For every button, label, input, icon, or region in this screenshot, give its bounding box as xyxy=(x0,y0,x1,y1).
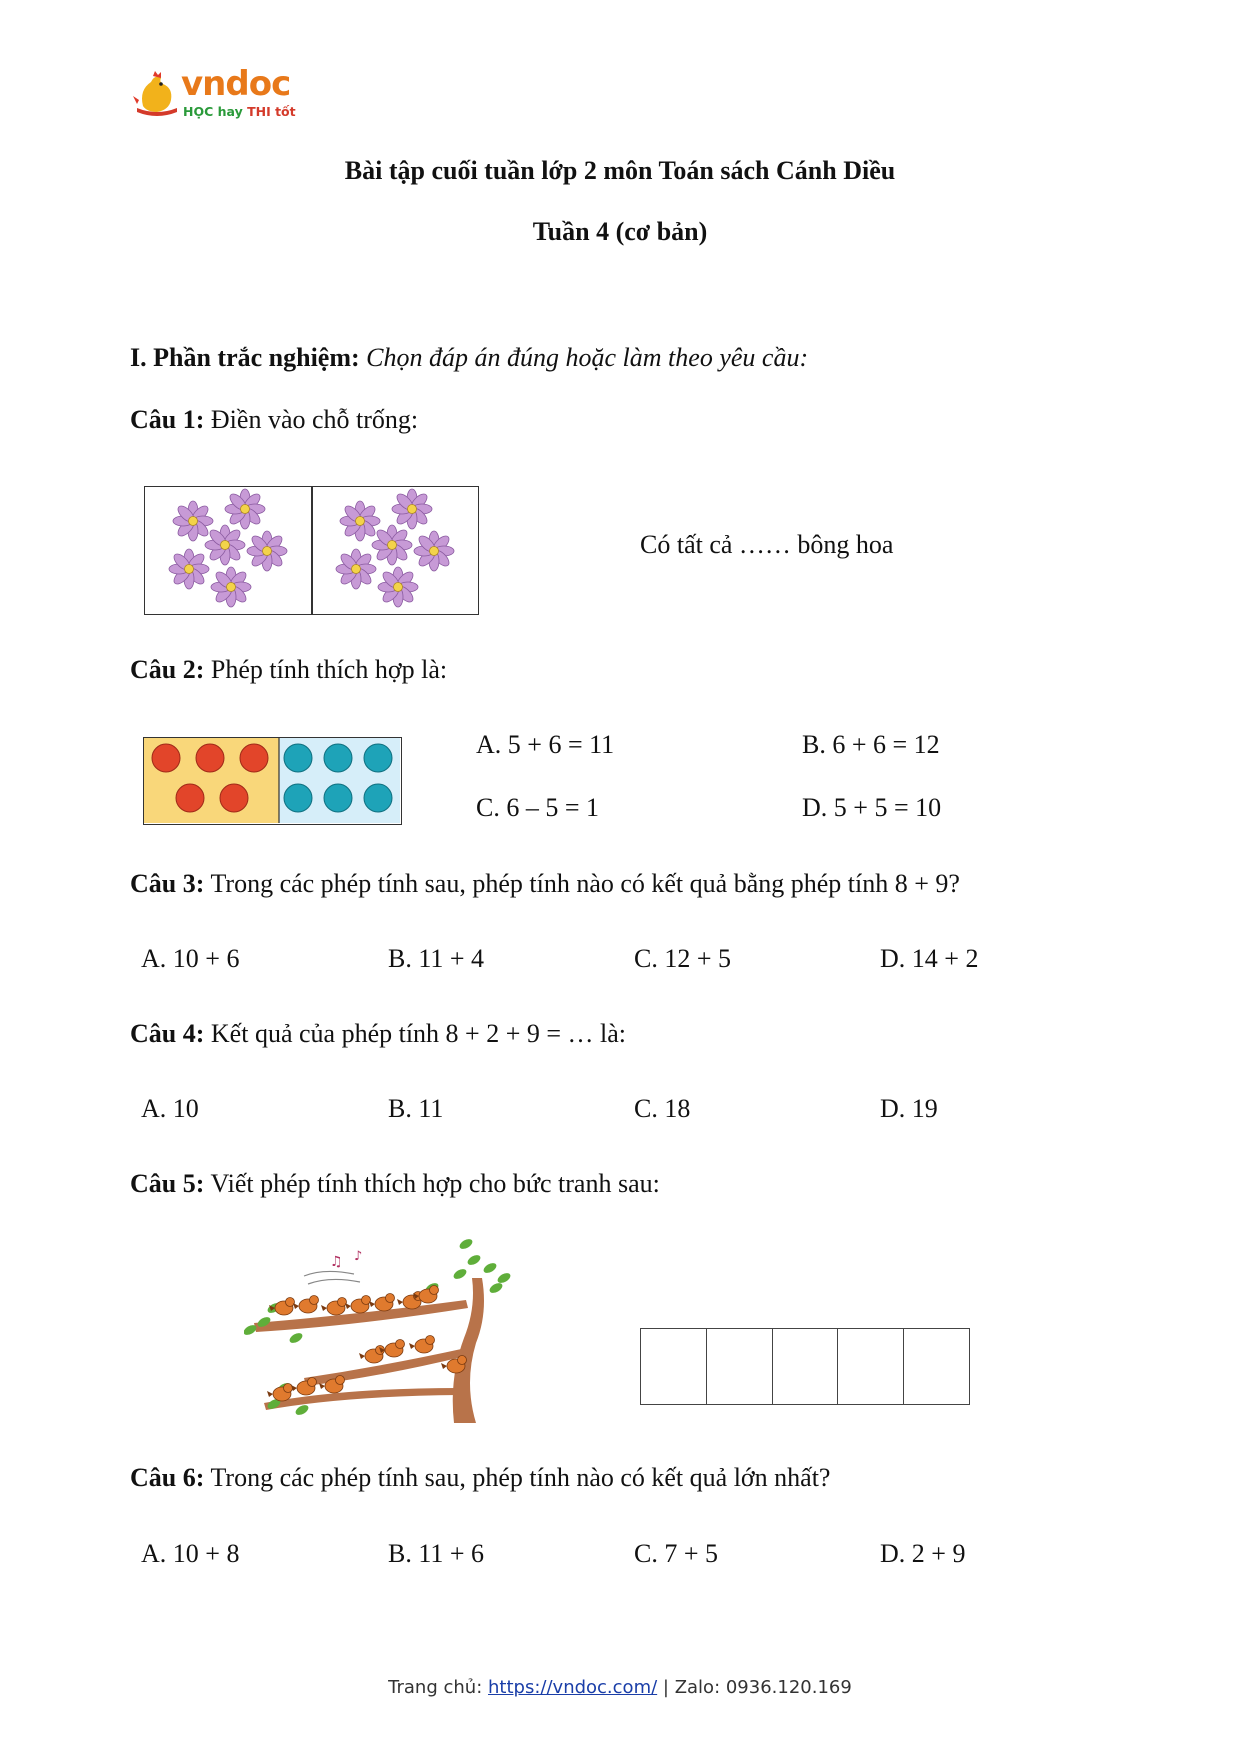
bird-icon xyxy=(291,1378,317,1396)
leaf xyxy=(496,1271,512,1285)
question-3 xyxy=(130,869,960,899)
answer-cell[interactable] xyxy=(773,1329,839,1404)
answer-cell[interactable] xyxy=(904,1329,969,1404)
music-notes xyxy=(330,1249,362,1270)
bird-icon xyxy=(369,1294,395,1312)
section-label: I. Phần trắc nghiệm: xyxy=(130,343,360,372)
question-6-label: Câu 6: xyxy=(130,1463,205,1492)
flower-icon xyxy=(414,531,454,571)
song-lines xyxy=(304,1271,360,1284)
flower-icon xyxy=(378,567,418,607)
leaf xyxy=(452,1267,468,1281)
flower-icon xyxy=(392,489,432,529)
blue-dot xyxy=(284,784,312,812)
question-2-label: Câu 2: xyxy=(130,655,205,684)
question-2-option-a[interactable]: A. 5 + 6 = 11 xyxy=(476,730,615,759)
answer-cell[interactable] xyxy=(838,1329,904,1404)
bird-icon xyxy=(267,1384,293,1402)
question-2 xyxy=(130,655,447,685)
question-6-option-a[interactable]: A. 10 + 8 xyxy=(141,1539,240,1568)
leaf xyxy=(458,1238,474,1251)
birds-group xyxy=(267,1286,467,1402)
question-1 xyxy=(130,405,418,435)
red-dot xyxy=(196,744,224,772)
flower-icon xyxy=(205,525,245,565)
footer-link[interactable]: https://vndoc.com/ xyxy=(488,1677,658,1698)
question-3-option-b[interactable]: B. 11 + 4 xyxy=(388,944,485,973)
page-title: Bài tập cuối tuần lớp 2 môn Toán sách Cánh Diều xyxy=(344,156,896,185)
svg-text:♪: ♪ xyxy=(354,1249,363,1264)
question-3-option-a[interactable]: A. 10 + 6 xyxy=(141,944,240,973)
question-4 xyxy=(130,1019,626,1049)
section-instruction: Chọn đáp án đúng hoặc làm theo yêu cầu: xyxy=(366,343,809,372)
red-dot xyxy=(220,784,248,812)
rooster-icon xyxy=(133,70,181,118)
question-6-option-c[interactable]: C. 7 + 5 xyxy=(634,1539,719,1568)
flower-icon xyxy=(211,567,251,607)
leaf xyxy=(482,1261,498,1275)
answer-boxes xyxy=(640,1328,970,1405)
question-6-text: Trong các phép tính sau, phép tính nào có kết quả lớn nhất? xyxy=(210,1463,831,1492)
page-subtitle: Tuần 4 (cơ bản) xyxy=(532,217,708,246)
question-1-text: Điền vào chỗ trống: xyxy=(210,405,419,434)
logo-tagline xyxy=(183,104,296,119)
bird-icon xyxy=(409,1336,435,1354)
question-4-option-a[interactable]: A. 10 xyxy=(141,1094,199,1123)
bird-icon xyxy=(293,1296,319,1314)
question-6-option-b[interactable]: B. 11 + 6 xyxy=(388,1539,485,1568)
leaf xyxy=(488,1281,504,1295)
question-4-text: Kết quả của phép tính 8 + 2 + 9 = … là: xyxy=(210,1019,627,1048)
blue-dot xyxy=(364,784,392,812)
question-6 xyxy=(130,1463,830,1493)
vndoc-logo xyxy=(133,64,303,126)
section-heading xyxy=(130,343,808,373)
leaf xyxy=(288,1331,304,1345)
logo-tagline-2: THI tốt xyxy=(247,104,296,119)
question-6-option-d[interactable]: D. 2 + 9 xyxy=(880,1539,966,1568)
flowers-illustration xyxy=(145,487,477,613)
flower-icon xyxy=(225,489,265,529)
red-dot xyxy=(152,744,180,772)
page-footer xyxy=(0,1677,1240,1698)
bird-icon xyxy=(397,1292,423,1310)
bottom-branch xyxy=(264,1388,459,1410)
blue-dot xyxy=(284,744,312,772)
birds-on-tree-illustration xyxy=(244,1238,514,1423)
blue-dot xyxy=(364,744,392,772)
question-4-option-d[interactable]: D. 19 xyxy=(880,1094,938,1123)
question-3-option-d[interactable]: D. 14 + 2 xyxy=(880,944,979,973)
dots-picture xyxy=(143,737,402,825)
question-3-option-c[interactable]: C. 12 + 5 xyxy=(634,944,732,973)
answer-cell[interactable] xyxy=(641,1329,707,1404)
dots-illustration xyxy=(144,738,400,823)
flower-icon xyxy=(372,525,412,565)
question-4-option-c[interactable]: C. 18 xyxy=(634,1094,691,1123)
question-5 xyxy=(130,1169,660,1199)
flower-picture xyxy=(144,486,479,615)
question-2-option-b[interactable]: B. 6 + 6 = 12 xyxy=(802,730,940,759)
footer-suffix: | Zalo: 0936.120.169 xyxy=(662,1677,852,1698)
question-1-label: Câu 1: xyxy=(130,405,205,434)
blue-dot xyxy=(324,744,352,772)
blue-dot xyxy=(324,784,352,812)
logo-wordmark: vndoc xyxy=(181,64,291,104)
flower-icon xyxy=(336,549,376,589)
question-5-text: Viết phép tính thích hợp cho bức tranh sau: xyxy=(210,1169,660,1198)
flower-icon xyxy=(169,549,209,589)
flower-icon xyxy=(173,501,213,541)
question-2-option-c[interactable]: C. 6 – 5 = 1 xyxy=(476,793,600,822)
leaf xyxy=(466,1253,482,1267)
question-4-option-b[interactable]: B. 11 xyxy=(388,1094,444,1123)
red-dot xyxy=(176,784,204,812)
question-5-label: Câu 5: xyxy=(130,1169,205,1198)
bird-icon xyxy=(345,1296,371,1314)
flower-icon xyxy=(340,501,380,541)
logo-tagline-1: HỌC hay xyxy=(183,104,243,119)
question-4-label: Câu 4: xyxy=(130,1019,205,1048)
answer-cell[interactable] xyxy=(707,1329,773,1404)
question-3-text: Trong các phép tính sau, phép tính nào có kết quả bằng phép tính 8 + 9? xyxy=(210,869,960,898)
bird-icon xyxy=(321,1298,347,1316)
svg-text:♫: ♫ xyxy=(330,1254,343,1270)
footer-prefix: Trang chủ: xyxy=(388,1677,483,1698)
question-3-label: Câu 3: xyxy=(130,869,205,898)
red-dot xyxy=(240,744,268,772)
flower-icon xyxy=(247,531,287,571)
question-2-option-d[interactable]: D. 5 + 5 = 10 xyxy=(802,793,942,822)
question-2-text: Phép tính thích hợp là: xyxy=(210,655,448,684)
question-1-blank: Có tất cả …… bông hoa xyxy=(640,530,894,559)
